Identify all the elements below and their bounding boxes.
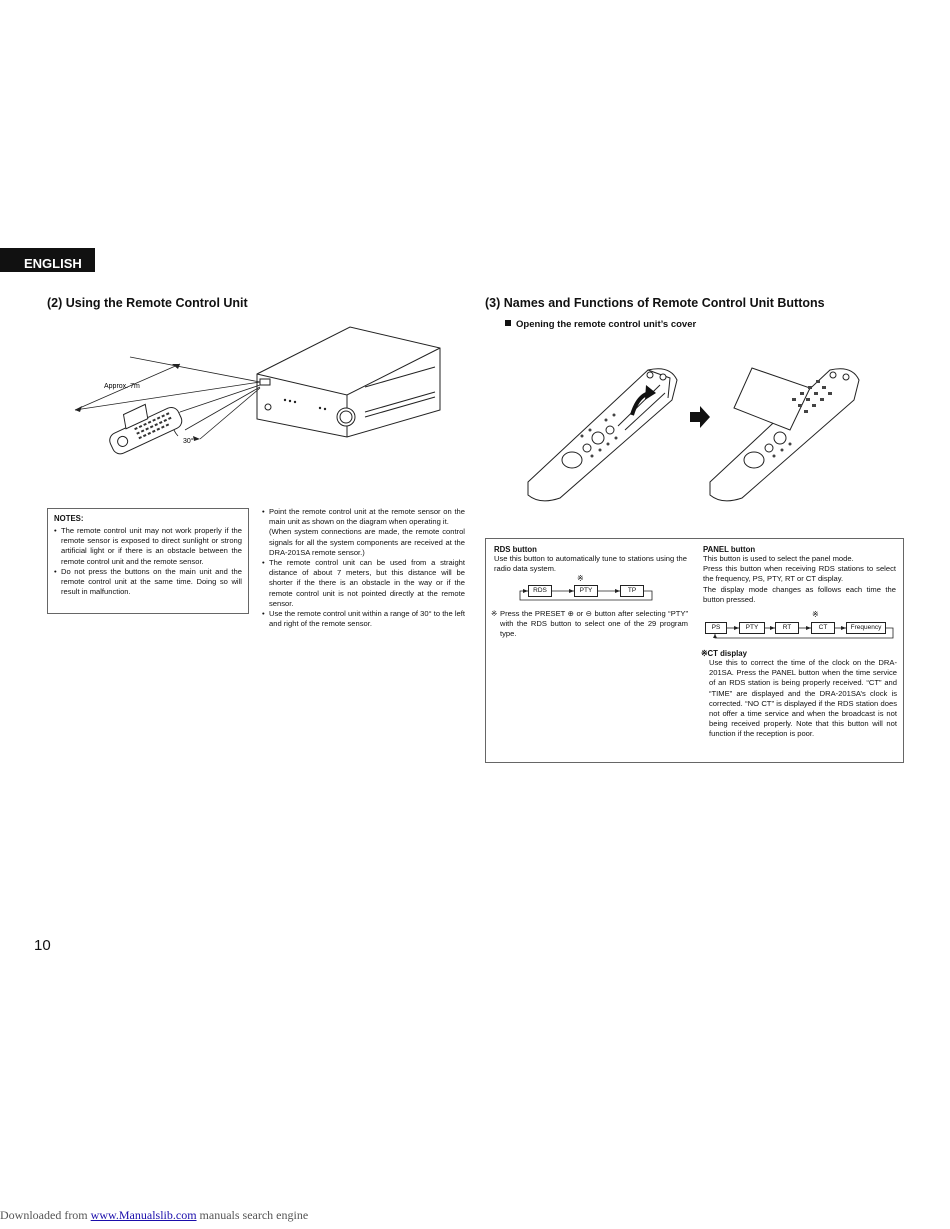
page-number: 10: [34, 937, 51, 954]
rds-button-title: RDS button: [494, 545, 537, 554]
ct-display-title: CT display: [707, 649, 747, 658]
panel-button-title: PANEL button: [703, 545, 756, 554]
instruction-note: (When system connections are made, the remote control signals for all the system components are received at the DRA-201SA remote sensor.): [269, 527, 465, 557]
panel-flow-diagram: [703, 610, 898, 642]
notes-title: NOTES:: [54, 514, 84, 523]
panel-button-description: This button is used to select the panel mode.: [703, 554, 854, 563]
distance-label: Approx. 7m: [104, 383, 140, 390]
section-title-button-functions: (3) Names and Functions of Remote Control Unit Buttons: [485, 296, 825, 310]
panel-flow-mark: ※: [812, 610, 819, 619]
angle-label-bottom: 30°: [183, 438, 194, 445]
panel-flow-box: CT: [811, 622, 835, 634]
panel-flow-box: RT: [775, 622, 799, 634]
remote-range-diagram: [60, 322, 450, 494]
download-footer: [0, 1208, 308, 1223]
rds-button-description: Use this button to automatically tune to stations using the radio data system.: [494, 554, 687, 574]
ct-mark: ※: [701, 649, 708, 658]
usage-instructions: [262, 507, 465, 629]
note-item: • The remote control unit may not work properly if the remote sensor is exposed to direct sunlight or strong artificial light or if there is an obstacle between the remote control unit and the remote sensor.: [54, 526, 242, 567]
panel-button-instruction: Press this button when receiving RDS stations to select the frequency, PS, PTY, RT or CT display.: [703, 564, 896, 584]
rds-flow-box: TP: [620, 585, 644, 597]
panel-flow-box: Frequency: [846, 622, 886, 634]
ct-display-description: Use this to correct the time of the clock on the DRA-201SA. Press the PANEL button when the time service of an RDS station is being properly received. “CT” and “TIME” are displayed and the DRA-201SA’s clock is corrected. “NO CT” is displayed if the RDS station does not offer a time service and when the broadcast is not being received properly. Note that this button will not function if the reception is poor.: [709, 658, 897, 739]
button-functions-panel: [485, 538, 904, 763]
subsection-title: Opening the remote control unit’s cover: [505, 319, 696, 330]
footer-prefix: Downloaded from: [0, 1208, 88, 1222]
remote-cover-illustration: [520, 360, 870, 508]
manualslib-link[interactable]: www.Manualslib.com: [90, 1208, 197, 1222]
ct-display-section: [701, 649, 897, 740]
square-bullet-icon: [505, 320, 511, 326]
rds-flow-box: PTY: [574, 585, 598, 597]
language-tab: ENGLISH: [0, 248, 95, 272]
panel-flow-box: PTY: [739, 622, 765, 634]
remote-control-illustration: [102, 393, 185, 456]
note-mark: ※: [491, 609, 498, 618]
note-item: • Do not press the buttons on the main unit and the remote control unit at the same time. Doing so will result in malfunction.: [54, 567, 242, 598]
instruction-item: • Point the remote control unit at the remote sensor on the main unit as shown on the diagram when operating it.: [262, 507, 465, 527]
rds-flow-diagram: [514, 574, 664, 604]
instruction-item: • The remote control unit can be used from a straight distance of about 7 meters, but this distance will be shorter if the there is an obstacle in the way or if the remote control unit is not pointed directly at the remote sensor.: [262, 558, 465, 609]
section-title-remote-usage: (2) Using the Remote Control Unit: [47, 296, 248, 310]
rds-note: ※ Press the PRESET ⊕ or ⊖ button after selecting “PTY” with the RDS button to select one of the 29 program type.: [491, 609, 688, 639]
notes-box: [47, 508, 249, 614]
rds-flow-mark: ※: [577, 574, 584, 583]
rds-flow-box: RDS: [528, 585, 552, 597]
instruction-item: • Use the remote control unit within a range of 30° to the left and right of the remote sensor.: [262, 609, 465, 629]
panel-flow-box: PS: [705, 622, 727, 634]
panel-button-display-mode: The display mode changes as follows each time the button pressed.: [703, 584, 896, 604]
footer-suffix: manuals search engine: [196, 1208, 309, 1222]
